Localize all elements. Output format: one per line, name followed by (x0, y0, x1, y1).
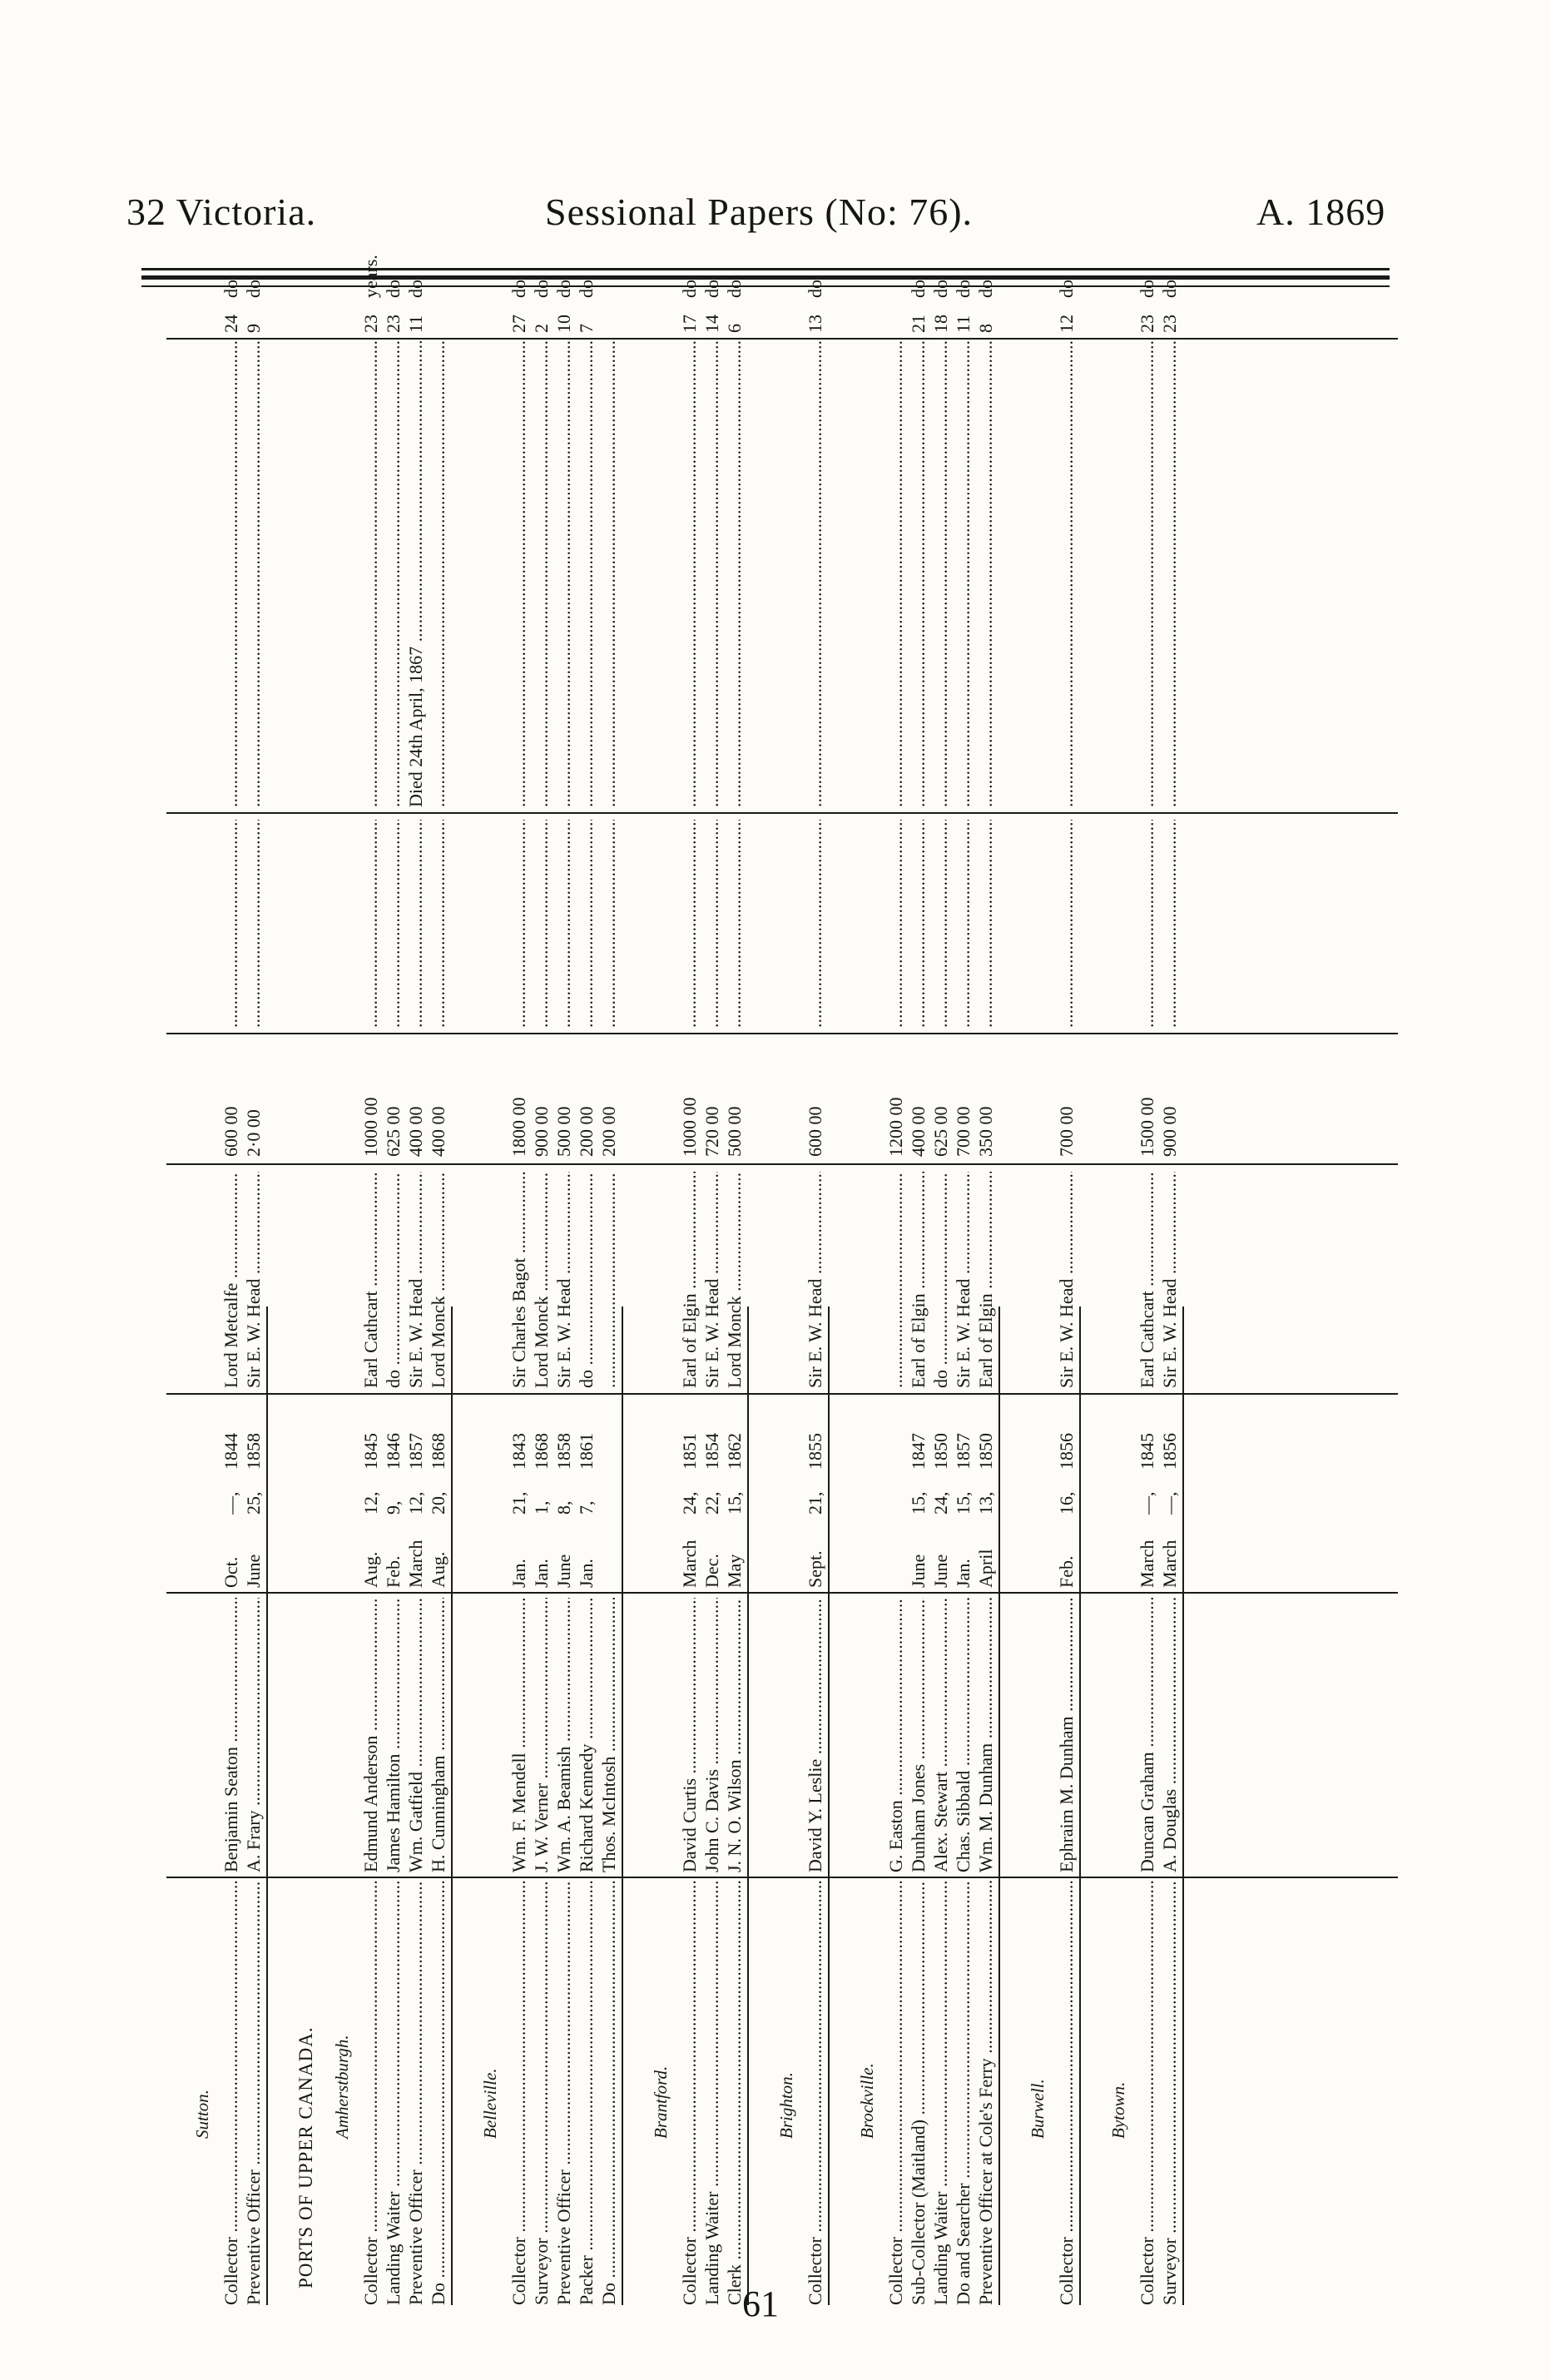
port-name: Burwell. (1028, 2079, 1048, 2139)
governor-cell: Sir E. W. Head ..... (1158, 1172, 1181, 1388)
governor-cell: Sir E. W. Head ..... (242, 1172, 265, 1388)
day-cell: 15, (908, 1491, 929, 1515)
name-cell: Benjamin Seaton ..... (220, 1598, 242, 1872)
office-cell: Collector ..... (804, 1881, 826, 2305)
day-cell: 20, (428, 1491, 448, 1515)
year-cell: 1844 (221, 1433, 241, 1470)
name-cell: Duncan Graham ..... (1136, 1598, 1158, 1872)
governor-cell: Sir E. W. Head ..... (404, 1172, 427, 1388)
remarks-cell (359, 341, 382, 807)
name-cell: Dunham Jones ..... (907, 1598, 929, 1872)
office-cell: Collector ..... (1055, 1881, 1078, 2305)
office-cell: Collector ..... (678, 1881, 701, 2305)
name-cell: Richard Kennedy ..... (575, 1598, 597, 1872)
day-cell: 8, (553, 1500, 574, 1515)
month-cell: Feb. (383, 1555, 404, 1588)
remarks-cell (678, 341, 701, 807)
years-unit-cell: do (1137, 280, 1157, 298)
header-rule (141, 268, 1390, 270)
years-cell: 23 (1159, 315, 1180, 333)
name-cell: David Y. Leslie ..... (804, 1598, 826, 1872)
month-cell: Dec. (701, 1554, 722, 1588)
governor-cell (597, 1172, 620, 1388)
years-cell: 11 (405, 315, 426, 333)
day-cell: 15, (724, 1491, 745, 1515)
remarks-cell (553, 341, 575, 807)
governor-cell: Sir E. W. Head ..... (804, 1172, 826, 1388)
year-cell: 1868 (428, 1433, 448, 1470)
office-cell: Sub-Collector (Maitland) ..... (907, 1881, 929, 2305)
years-cell: 23 (360, 315, 381, 333)
leader-cell (242, 820, 265, 1028)
office-cell: Clerk ..... (723, 1881, 746, 2305)
month-cell: Oct. (221, 1556, 241, 1588)
table-row (1158, 280, 1181, 2305)
salary-cell: 625 00 (930, 1106, 951, 1157)
remarks-cell (1158, 341, 1181, 807)
remarks-cell (723, 341, 746, 807)
leader-cell (907, 820, 929, 1028)
years-unit-cell: do (805, 280, 825, 298)
name-cell: Alex. Stewart ..... (929, 1598, 952, 1872)
leader-cell (1055, 820, 1078, 1028)
month-cell: March (405, 1540, 426, 1588)
years-cell: 23 (383, 315, 404, 333)
salary-cell: 720 00 (701, 1106, 722, 1157)
section-title: PORTS OF UPPER CANADA. (295, 2026, 316, 2288)
section-rule (998, 1307, 1000, 2305)
year-cell: 1857 (405, 1433, 426, 1470)
column-rule (166, 1592, 1398, 1594)
month-cell: June (553, 1554, 574, 1588)
leader-cell (885, 820, 907, 1028)
table-row (723, 280, 746, 2305)
table-row (242, 280, 265, 2305)
leader-cell (1136, 820, 1158, 1028)
remarks-cell: Died 24th April, 1867 ..... (404, 341, 427, 807)
column-rule (166, 1033, 1398, 1034)
section-rule (1079, 1307, 1081, 2305)
name-cell: G. Easton ..... (885, 1598, 907, 1872)
remarks-cell (907, 341, 929, 807)
table-row (907, 280, 929, 2305)
header-rule-thick (141, 275, 1390, 280)
year-cell: 1862 (724, 1433, 745, 1470)
table-row (427, 308, 449, 2305)
leader-cell (952, 820, 974, 1028)
year-cell: 1861 (576, 1433, 597, 1470)
month-cell: June (243, 1554, 264, 1588)
name-cell: David Curtis ..... (678, 1598, 701, 1872)
month-cell: Jan. (508, 1559, 529, 1588)
governor-cell: do ..... (575, 1172, 597, 1388)
table-row (678, 280, 701, 2305)
name-cell: J. W. Verner ..... (530, 1598, 553, 1872)
office-cell: Surveyor ..... (1158, 1881, 1181, 2305)
month-cell: April (975, 1549, 996, 1588)
header-session: 32 Victoria. (126, 191, 317, 233)
month-cell: March (679, 1540, 700, 1588)
section-rule (266, 1307, 268, 2305)
remarks-cell (575, 341, 597, 807)
governor-cell: do ..... (382, 1172, 404, 1388)
leader-cell (359, 820, 382, 1028)
office-cell: Collector ..... (885, 1881, 907, 2305)
years-cell: 10 (553, 315, 574, 333)
day-cell: 12, (405, 1491, 426, 1515)
section-rule (622, 1307, 623, 2305)
years-unit-cell: do (1056, 280, 1077, 298)
column-rule (166, 1163, 1398, 1165)
year-cell: 1857 (953, 1433, 974, 1470)
day-cell: 24, (679, 1491, 700, 1515)
years-unit-cell: do (553, 280, 574, 298)
header-year: A. 1869 (1256, 191, 1386, 233)
salary-cell: 1500 00 (1137, 1097, 1157, 1157)
office-cell: Preventive Officer ..... (242, 1881, 265, 2305)
day-cell: 22, (701, 1491, 722, 1515)
governor-cell: Sir Charles Bagot ..... (508, 1172, 530, 1388)
table-row (929, 280, 952, 2305)
salary-cell: 200 00 (598, 1106, 619, 1157)
remarks-cell (701, 341, 723, 807)
name-cell: Thos. McIntosh ..... (597, 1598, 620, 1872)
years-unit-cell: years. (360, 255, 381, 298)
table-row (804, 280, 826, 2305)
table-row (885, 308, 907, 2305)
years-unit-cell: do (508, 280, 529, 298)
rotated-table (166, 255, 1415, 2305)
salary-cell: 400 00 (908, 1106, 929, 1157)
salary-cell: 200 00 (576, 1106, 597, 1157)
leader-cell (508, 820, 530, 1028)
years-unit-cell: do (953, 280, 974, 298)
years-cell: 8 (975, 324, 996, 333)
governor-cell: Sir E. W. Head ..... (553, 1172, 575, 1388)
table-row (404, 280, 427, 2305)
name-cell: Wm. F. Mendell ..... (508, 1598, 530, 1872)
day-cell: 12, (360, 1491, 381, 1515)
header-rule-thin (141, 285, 1390, 287)
office-cell: Preventive Officer ..... (553, 1881, 575, 2305)
years-cell: 7 (576, 324, 597, 333)
governor-cell (885, 1172, 907, 1388)
year-cell: 1845 (1137, 1433, 1157, 1470)
remarks-cell (530, 341, 553, 807)
day-cell: 16, (1056, 1491, 1077, 1515)
remarks-cell (427, 341, 449, 807)
table-row (701, 280, 723, 2305)
name-cell: Wm. A. Beamish ..... (553, 1598, 575, 1872)
remarks-cell (804, 341, 826, 807)
month-cell: Feb. (1056, 1555, 1077, 1588)
name-cell: Edmund Anderson ..... (359, 1598, 382, 1872)
column-rule (166, 338, 1398, 340)
month-cell: Jan. (953, 1559, 974, 1588)
governor-cell: do ..... (929, 1172, 952, 1388)
year-cell: 1868 (531, 1433, 552, 1470)
leader-cell (220, 820, 242, 1028)
day-cell: —, (221, 1491, 241, 1515)
table-row (1055, 280, 1078, 2305)
years-cell: 13 (805, 315, 825, 333)
salary-cell: 500 00 (553, 1106, 574, 1157)
day-cell: 24, (930, 1491, 951, 1515)
port-name: Amherstburgh. (332, 2035, 352, 2139)
remarks-cell (952, 341, 974, 807)
office-cell: Landing Waiter ..... (701, 1881, 723, 2305)
governor-cell: Sir E. W. Head ..... (701, 1172, 723, 1388)
office-cell: Surveyor ..... (530, 1881, 553, 2305)
table-row (382, 280, 404, 2305)
remarks-cell (1055, 341, 1078, 807)
year-cell: 1843 (508, 1433, 529, 1470)
name-cell: H. Cunningham ..... (427, 1598, 449, 1872)
governor-cell: Lord Metcalfe ..... (220, 1172, 242, 1388)
salary-cell: 900 00 (1159, 1106, 1180, 1157)
governor-cell: Earl of Elgin ..... (907, 1172, 929, 1388)
port-name: Brighton. (776, 2072, 796, 2139)
salary-cell: 1800 00 (508, 1097, 529, 1157)
years-cell: 24 (221, 315, 241, 333)
governor-cell: Earl of Elgin ..... (678, 1172, 701, 1388)
leader-cell (404, 820, 427, 1028)
name-cell: J. N. O. Wilson ..... (723, 1598, 746, 1872)
day-cell: 25, (243, 1491, 264, 1515)
years-cell: 27 (508, 315, 529, 333)
governor-cell: Lord Monck ..... (723, 1172, 746, 1388)
salary-cell: 700 00 (953, 1106, 974, 1157)
salary-cell: 1000 00 (360, 1097, 381, 1157)
years-unit-cell: do (531, 280, 552, 298)
governor-cell: Earl Cathcart ..... (1136, 1172, 1158, 1388)
port-name: Brantford. (651, 2065, 671, 2139)
leader-cell (575, 820, 597, 1028)
years-unit-cell: do (930, 280, 951, 298)
leader-cell (929, 820, 952, 1028)
month-cell: June (930, 1554, 951, 1588)
years-cell: 14 (701, 315, 722, 333)
office-cell: Collector ..... (1136, 1881, 1158, 2305)
leader-cell (382, 820, 404, 1028)
years-cell: 17 (679, 315, 700, 333)
remarks-cell (508, 341, 530, 807)
day-cell: 15, (953, 1491, 974, 1515)
years-cell: 9 (243, 324, 264, 333)
name-cell: A. Douglas ..... (1158, 1598, 1181, 1872)
years-unit-cell: do (679, 280, 700, 298)
month-cell: March (1137, 1540, 1157, 1588)
year-cell: 1856 (1159, 1433, 1180, 1470)
table-row (597, 308, 620, 2305)
salary-cell: 1000 00 (679, 1097, 700, 1157)
remarks-cell (597, 341, 620, 807)
month-cell: May (724, 1554, 745, 1588)
year-cell: 1846 (383, 1433, 404, 1470)
day-cell: —, (1137, 1491, 1157, 1515)
name-cell: James Hamilton ..... (382, 1598, 404, 1872)
table-row (1136, 280, 1158, 2305)
salary-cell: 600 00 (805, 1106, 825, 1157)
office-cell: Collector ..... (220, 1881, 242, 2305)
governor-cell: Earl Cathcart ..... (359, 1172, 382, 1388)
month-cell: March (1159, 1540, 1180, 1588)
salary-cell: 2·0 00 (243, 1109, 264, 1157)
section-rule (451, 1307, 453, 2305)
governor-cell: Lord Monck ..... (427, 1172, 449, 1388)
name-cell: Wm. Gatfield ..... (404, 1598, 427, 1872)
section-rule (747, 1307, 749, 2305)
year-cell: 1847 (908, 1433, 929, 1470)
years-unit-cell: do (576, 280, 597, 298)
header-title: Sessional Papers (No: 76). (545, 191, 974, 233)
leader-cell (678, 820, 701, 1028)
table-row (359, 255, 382, 2305)
day-cell: —, (1159, 1491, 1180, 1515)
day-cell: 21, (508, 1491, 529, 1515)
years-unit-cell: do (221, 280, 241, 298)
column-rule (166, 812, 1398, 814)
day-cell: 13, (975, 1491, 996, 1515)
office-cell: Do ..... (427, 1881, 449, 2305)
leader-cell (701, 820, 723, 1028)
year-cell: 1845 (360, 1433, 381, 1470)
leader-cell (530, 820, 553, 1028)
table-row (575, 280, 597, 2305)
remarks-cell (974, 341, 997, 807)
years-cell: 6 (724, 324, 745, 333)
office-cell: Packer ..... (575, 1881, 597, 2305)
day-cell: 1, (531, 1500, 552, 1515)
day-cell: 7, (576, 1500, 597, 1515)
office-cell: Landing Waiter ..... (382, 1881, 404, 2305)
office-cell: Landing Waiter ..... (929, 1881, 952, 2305)
table-row (530, 280, 553, 2305)
month-cell: Jan. (531, 1559, 552, 1588)
table-row (974, 280, 997, 2305)
years-unit-cell: do (724, 280, 745, 298)
leader-cell (974, 820, 997, 1028)
years-unit-cell: do (383, 280, 404, 298)
salary-cell: 600 00 (221, 1106, 241, 1157)
table-row (952, 280, 974, 2305)
column-rule (166, 1393, 1398, 1395)
name-cell: A. Frary ..... (242, 1598, 265, 1872)
years-cell: 21 (908, 315, 929, 333)
years-cell: 2 (531, 324, 552, 333)
office-cell: Do and Searcher ..... (952, 1881, 974, 2305)
years-cell: 23 (1137, 315, 1157, 333)
leader-cell (597, 820, 620, 1028)
year-cell: 1850 (975, 1433, 996, 1470)
year-cell: 1850 (930, 1433, 951, 1470)
salary-cell: 400 00 (405, 1106, 426, 1157)
office-cell: Do ..... (597, 1881, 620, 2305)
year-cell: 1854 (701, 1433, 722, 1470)
year-cell: 1855 (805, 1433, 825, 1470)
month-cell: Sept. (805, 1550, 825, 1588)
remarks-cell (220, 341, 242, 807)
office-cell: Preventive Officer at Cole's Ferry ..... (974, 1881, 997, 2305)
office-cell: Preventive Officer ..... (404, 1881, 427, 2305)
salary-cell: 500 00 (724, 1106, 745, 1157)
years-unit-cell: do (405, 280, 426, 298)
years-cell: 12 (1056, 315, 1077, 333)
salary-cell: 400 00 (428, 1106, 448, 1157)
salary-cell: 700 00 (1056, 1106, 1077, 1157)
port-name: Bytown. (1108, 2081, 1128, 2139)
salary-cell: 1200 00 (885, 1097, 906, 1157)
years-unit-cell: do (701, 280, 722, 298)
month-cell: Aug. (428, 1551, 448, 1588)
leader-cell (1158, 820, 1181, 1028)
office-cell: Collector ..... (508, 1881, 530, 2305)
leader-cell (427, 820, 449, 1028)
month-cell: June (908, 1554, 929, 1588)
year-cell: 1856 (1056, 1433, 1077, 1470)
day-cell: 9, (383, 1500, 404, 1515)
years-cell: 18 (930, 315, 951, 333)
years-unit-cell: do (975, 280, 996, 298)
governor-cell: Sir E. W. Head ..... (952, 1172, 974, 1388)
leader-cell (723, 820, 746, 1028)
leader-cell (804, 820, 826, 1028)
office-cell: Collector ..... (359, 1881, 382, 2305)
leader-cell (553, 820, 575, 1028)
name-cell: Wm. M. Dunham ..... (974, 1598, 997, 1872)
remarks-cell (929, 341, 952, 807)
year-cell: 1858 (243, 1433, 264, 1470)
section-rule (1182, 1307, 1184, 2305)
years-cell: 11 (953, 315, 974, 333)
month-cell: Aug. (360, 1551, 381, 1588)
page-number: 61 (742, 2283, 779, 2324)
table-row (220, 280, 242, 2305)
governor-cell: Sir E. W. Head ..... (1055, 1172, 1078, 1388)
salary-cell: 900 00 (531, 1106, 552, 1157)
day-cell: 21, (805, 1491, 825, 1515)
salary-cell: 625 00 (383, 1106, 404, 1157)
name-cell: John C. Davis ..... (701, 1598, 723, 1872)
month-cell: Jan. (576, 1559, 597, 1588)
remarks-cell (1136, 341, 1158, 807)
years-unit-cell: do (1159, 280, 1180, 298)
remarks-cell (885, 341, 907, 807)
years-unit-cell: do (243, 280, 264, 298)
port-name: Brockville. (857, 2063, 877, 2139)
years-unit-cell: do (908, 280, 929, 298)
name-cell: Ephraim M. Dunham ..... (1055, 1598, 1078, 1872)
salary-cell: 350 00 (975, 1106, 996, 1157)
port-name: Belleville. (480, 2068, 500, 2139)
table-row (508, 280, 530, 2305)
table-row (553, 280, 575, 2305)
governor-cell: Lord Monck ..... (530, 1172, 553, 1388)
port-name: Sutton. (192, 2090, 212, 2139)
remarks-cell (242, 341, 265, 807)
section-rule (828, 1307, 830, 2305)
governor-cell: Earl of Elgin ..... (974, 1172, 997, 1388)
year-cell: 1858 (553, 1433, 574, 1470)
remarks-cell (382, 341, 404, 807)
name-cell: Chas. Sibbald ..... (952, 1598, 974, 1872)
year-cell: 1851 (679, 1433, 700, 1470)
column-rule (166, 1877, 1398, 1878)
